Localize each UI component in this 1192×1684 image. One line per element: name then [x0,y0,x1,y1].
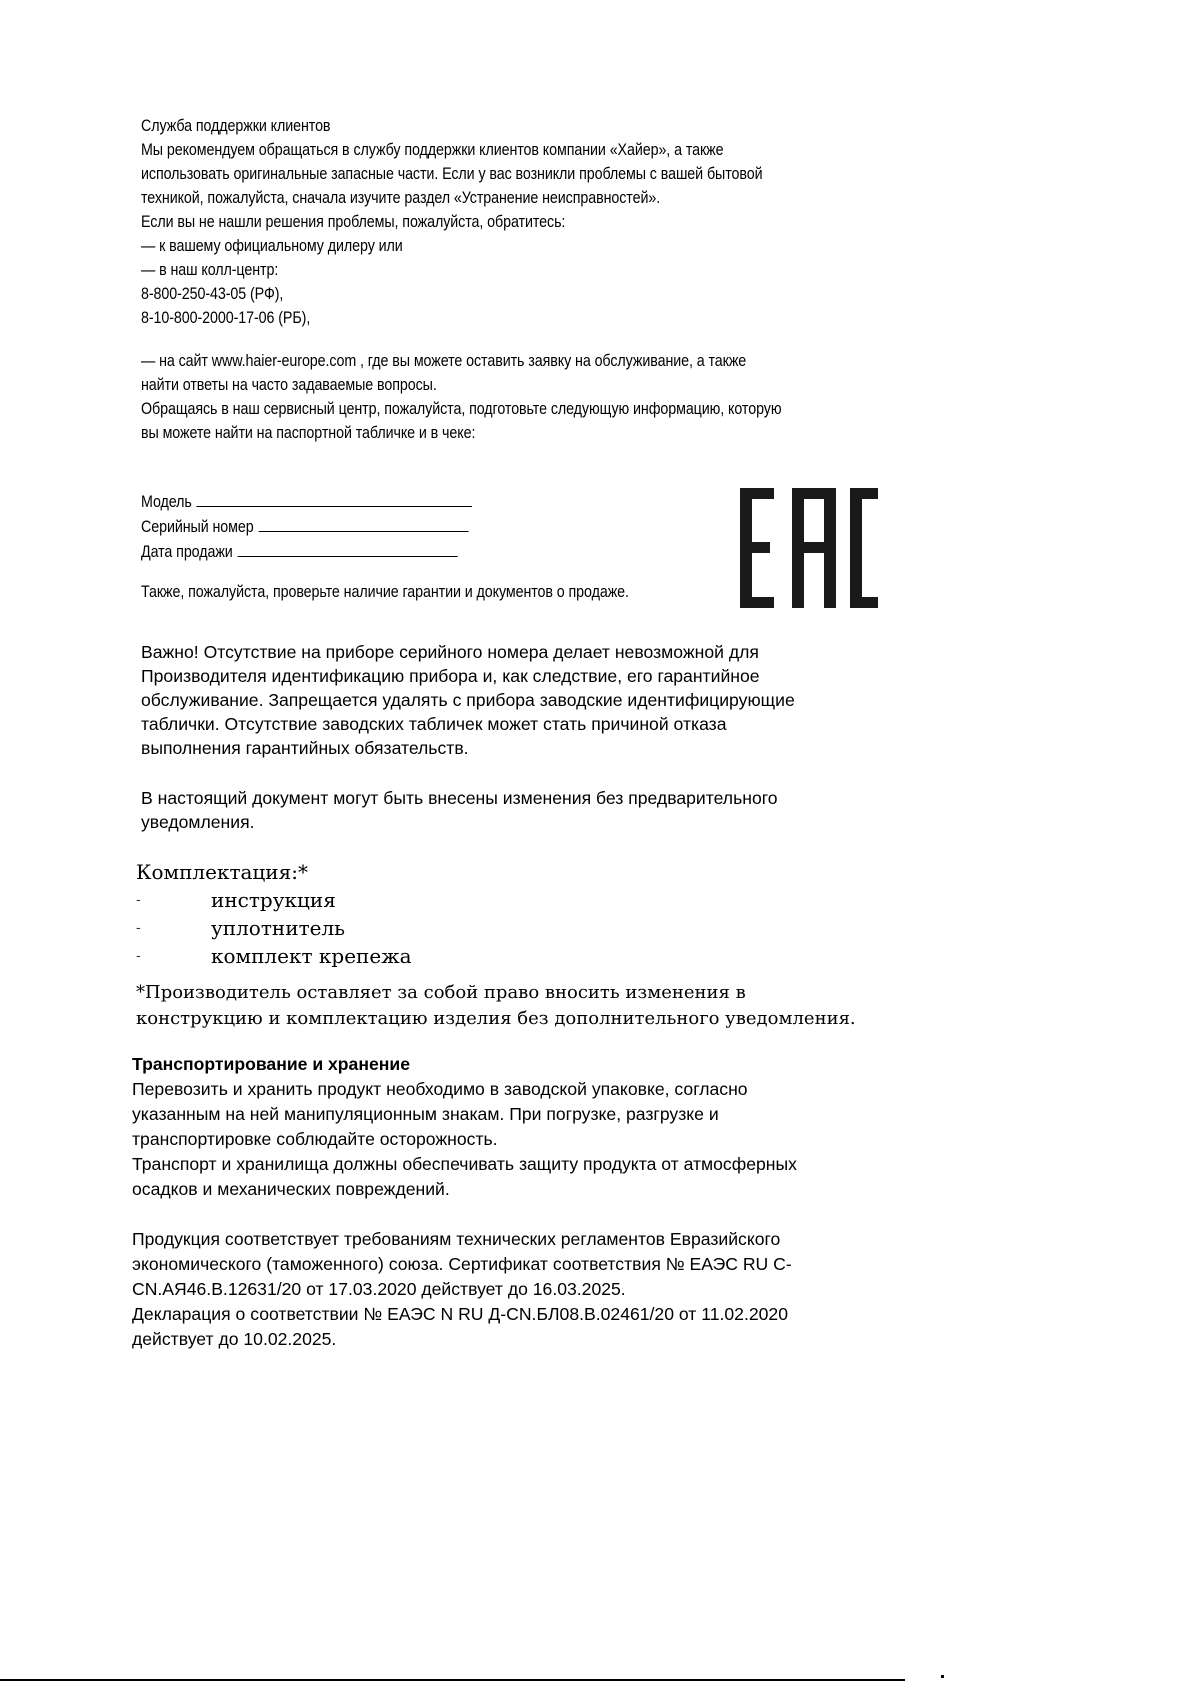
bottom-divider [0,1679,905,1681]
important-line: Важно! Отсутствие на приборе серийного номера делает невозможной для [141,642,759,662]
bottom-mark [941,1675,944,1678]
eac-mark-icon [740,488,878,608]
date-blank-line [238,540,458,557]
transport-line: транспортировке соблюдайте осторожность. [132,1129,498,1149]
important-line: Производителя идентификацию прибора и, как следствие, его гарантийное [141,666,760,686]
certification-line: CN.АЯ46.В.12631/20 от 17.03.2020 действует до 16.03.2025. [132,1279,626,1299]
support-dealer-line: — к вашему официальному дилеру или [141,236,403,255]
warranty-note-text: Также, пожалуйста, проверьте наличие гарантии и документов о продаже. [141,582,629,601]
support-line: Если вы не нашли решения проблемы, пожалуйста, обратитесь: [141,212,566,231]
warranty-note [141,580,629,604]
transport-section [132,1052,797,1202]
serial-row [141,515,472,540]
notice-line: уведомления. [141,812,255,832]
important-notice [141,640,795,760]
phone-ru: 8-800-250-43-05 (РФ), [141,284,284,303]
serial-label: Серийный номер [141,517,254,536]
support-callcenter-line: — в наш колл-центр: [141,260,279,279]
support-line: найти ответы на часто задаваемые вопросы. [141,375,437,394]
transport-heading: Транспортирование и хранение [132,1054,410,1074]
date-label: Дата продажи [141,542,233,561]
list-dash: - [136,892,141,908]
model-blank-line [197,490,473,507]
kit-item-text: инструкция [211,888,336,912]
certification-section [132,1227,792,1352]
certification-line: Продукция соответствует требованиям технических регламентов Евразийского [132,1229,781,1249]
support-line: Мы рекомендуем обращаться в службу поддержки клиентов компании «Хайер», а также [141,140,724,159]
kit-footnote-line: *Производитель оставляет за собой право вносить изменения в [136,982,746,1003]
kit-footnote-line: конструкцию и комплектацию изделия без дополнительного уведомления. [136,1008,856,1029]
support-heading: Служба поддержки клиентов [141,116,331,135]
important-line: обслуживание. Запрещается удалять с прибора заводские идентифицирующие [141,690,795,710]
support-line: Обращаясь в наш сервисный центр, пожалуйста, подготовьте следующую информацию, которую [141,399,782,418]
transport-line: Перевозить и хранить продукт необходимо в заводской упаковке, согласно [132,1079,748,1099]
support-website-section [141,349,781,445]
important-line: выполнения гарантийных обязательств. [141,738,469,758]
product-info-form [141,490,472,565]
list-dash: - [136,948,141,964]
certification-line: экономического (таможенного) союза. Сертификат соответствия № ЕАЭС RU C- [132,1254,792,1274]
kit-title: Комплектация:* [136,860,308,884]
support-line: вы можете найти на паспортной табличке и в чеке: [141,423,476,442]
support-section [141,114,762,330]
transport-line: указанным на ней манипуляционным знакам. При погрузке, разгрузке и [132,1104,719,1124]
website-line: — на сайт www.haier-europe.com , где вы можете оставить заявку на обслуживание, а также [141,351,747,370]
kit-item-text: комплект крепежа [211,944,412,968]
phone-by: 8-10-800-2000-17-06 (РБ), [141,308,311,327]
list-dash: - [136,920,141,936]
change-notice [141,786,778,834]
transport-line: Транспорт и хранилища должны обеспечивать защиту продукта от атмосферных [132,1154,797,1174]
declaration-line: Декларация о соответствии № ЕАЭС N RU Д-CN.БЛ08.В.02461/20 от 11.02.2020 [132,1304,788,1324]
transport-line: осадков и механических повреждений. [132,1179,450,1199]
support-line: техникой, пожалуйста, сначала изучите раздел «Устранение неисправностей». [141,188,661,207]
notice-line: В настоящий документ могут быть внесены изменения без предварительного [141,788,778,808]
declaration-line: действует до 10.02.2025. [132,1329,337,1349]
kit-footnote [136,980,856,1032]
serial-blank-line [259,515,469,532]
important-line: таблички. Отсутствие заводских табличек может стать причиной отказа [141,714,727,734]
model-row [141,490,472,515]
support-line: использовать оригинальные запасные части. Если у вас возникли проблемы с вашей бытовой [141,164,763,183]
model-label: Модель [141,492,192,511]
kit-item-text: уплотнитель [211,916,346,940]
date-row [141,540,472,565]
